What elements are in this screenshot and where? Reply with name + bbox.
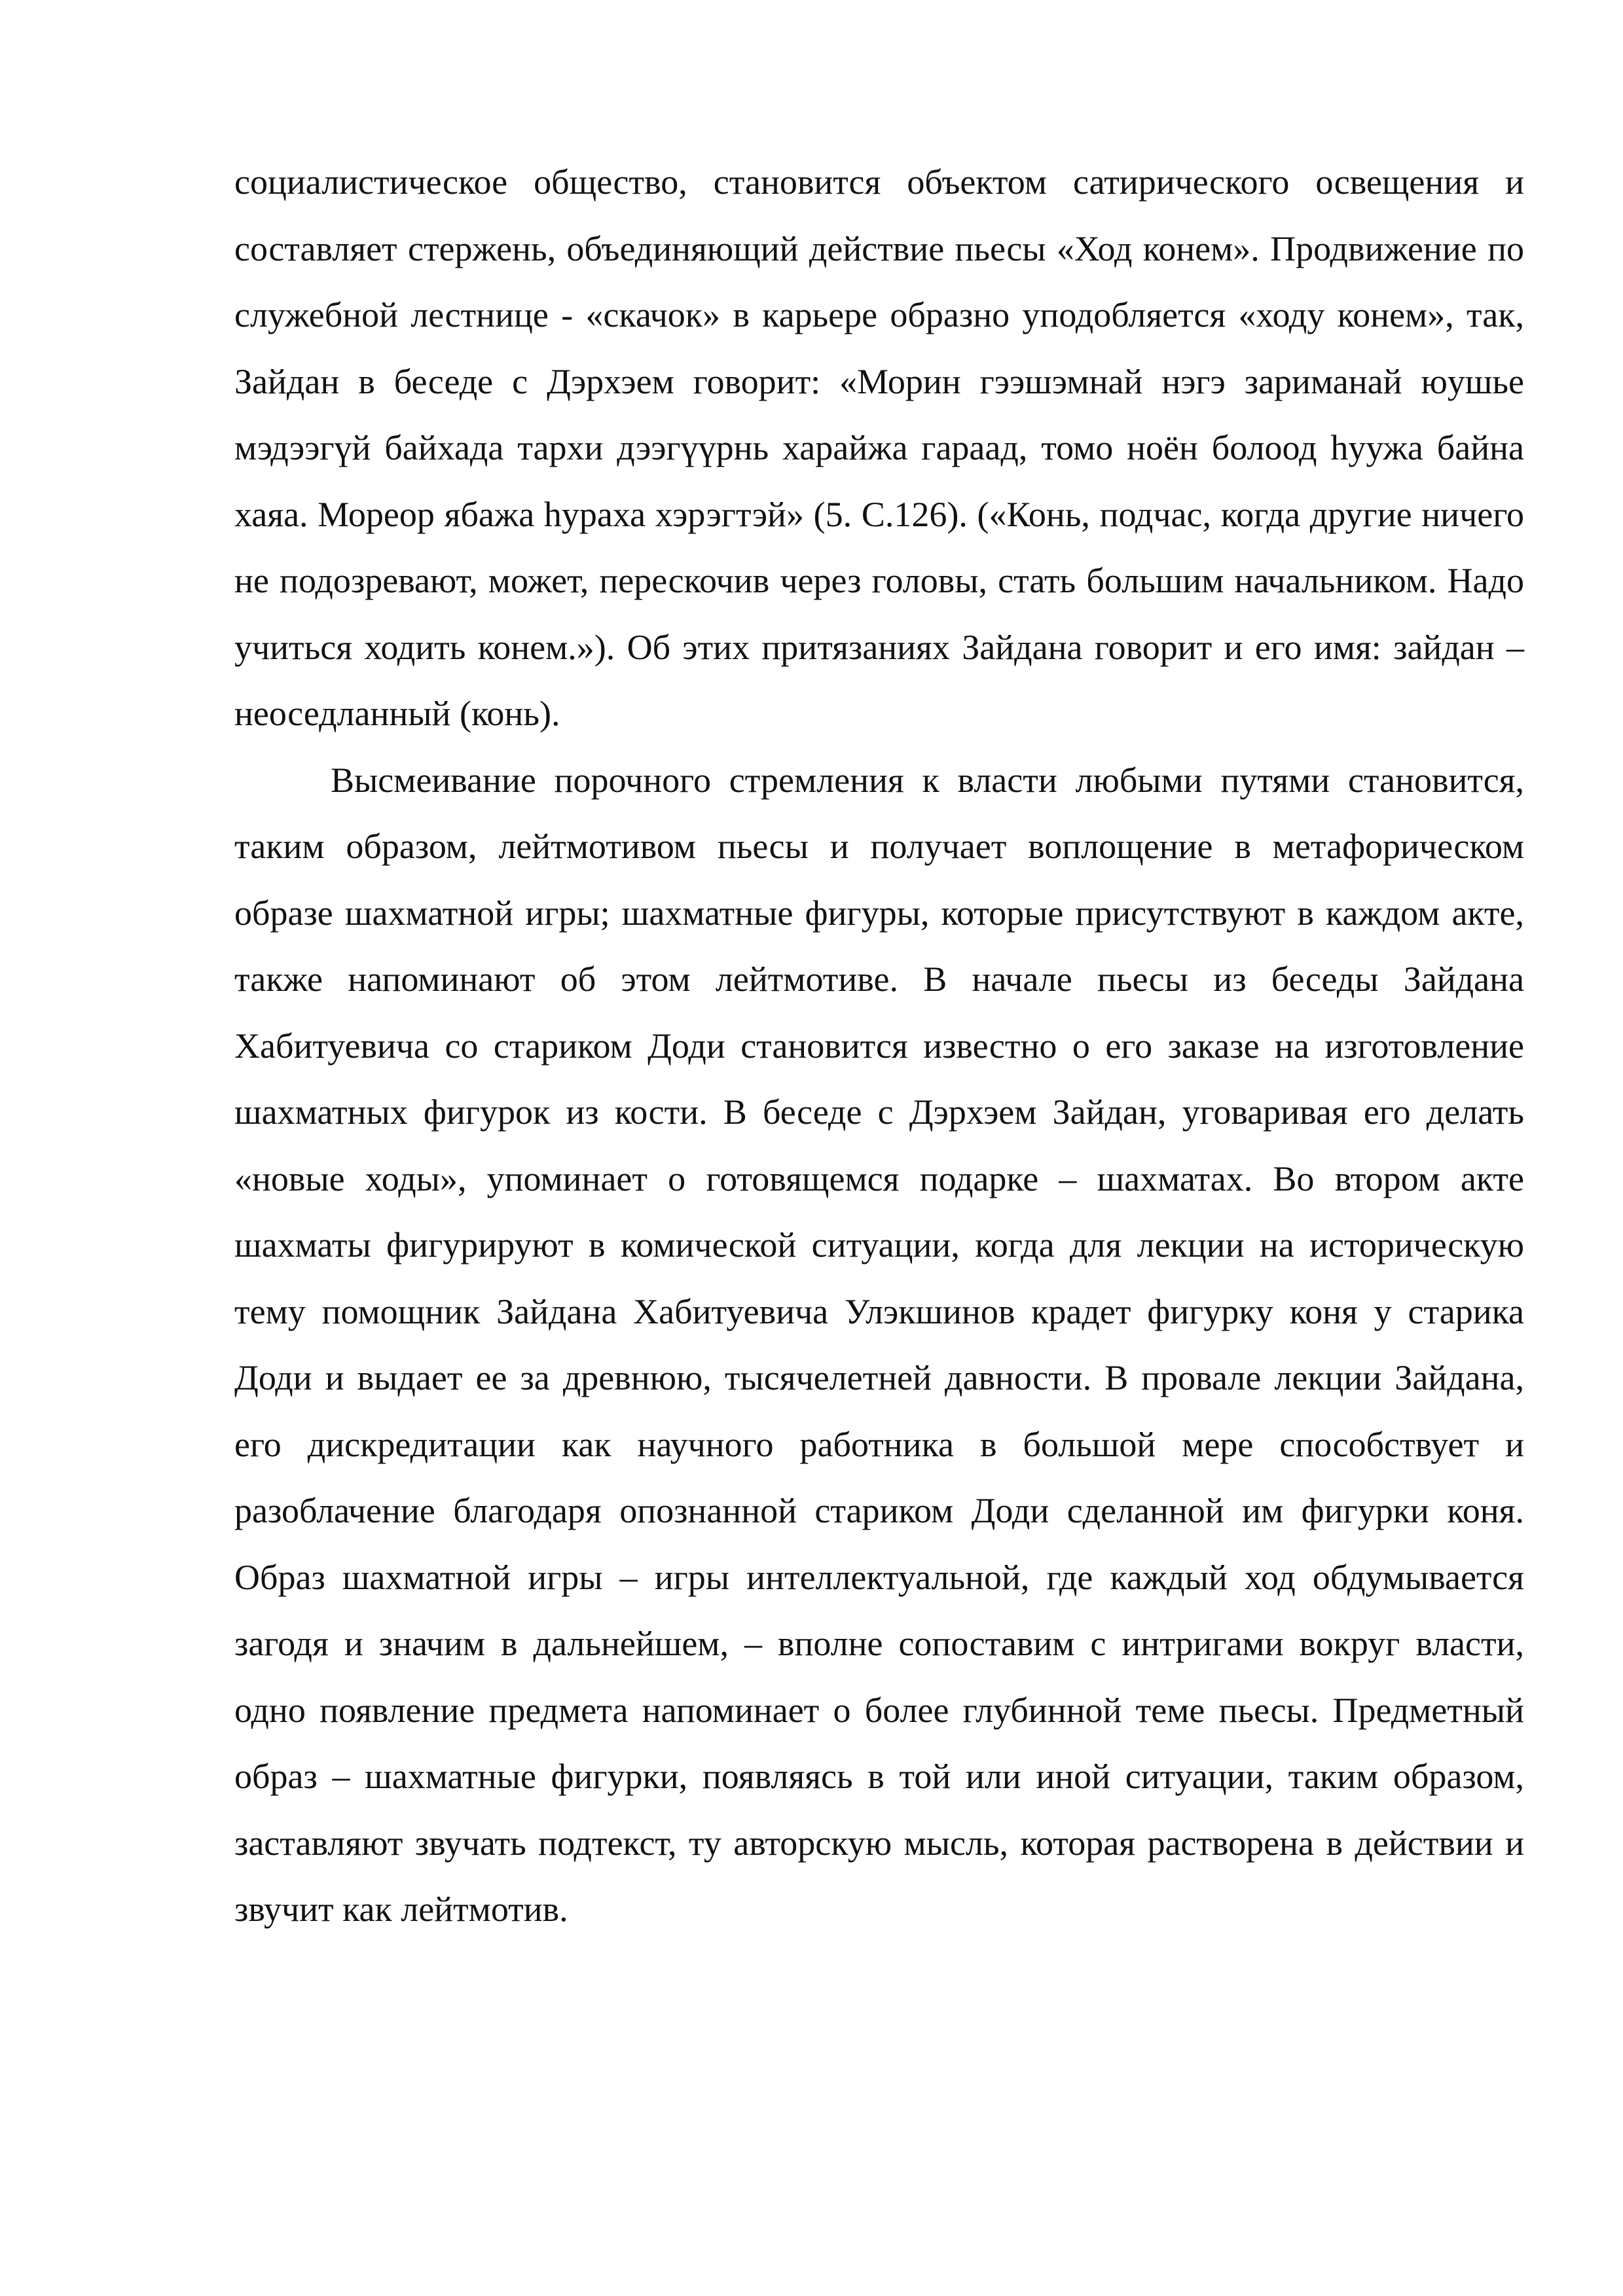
document-page — [234, 149, 1524, 1943]
paragraph-1: социалистическое общество, становится объектом сатирического освещения и составляет стержень, объединяющий действие пьесы «Ход конем». Продвижение по служебной лестнице - «скачок» в карьере образно уподобляется «ходу конем», так, Зайдан в беседе с Дэрхэем говорит: «Морин гээшэмнай нэгэ зариманай юушье мэдээгүй байхада тархи дээгүүрнь харайжа гараад, томо ноён болоод һуужа байна хаяа. Мореор ябажа һураха хэрэгтэй» (5. С.126). («Конь, подчас, когда другие ничего не подозревают, может, перескочив через головы, стать большим начальником. Надо учиться ходить конем.»). Об этих притязаниях Зайдана говорит и его имя: зайдан – неоседланный (конь). — [234, 162, 1524, 733]
paragraph-2: Высмеивание порочного стремления к власти любыми путями становится, таким образом, лейтмотивом пьесы и получает воплощение в метафорическом образе шахматной игры; шахматные фигуры, которые присутствуют в каждом акте, также напоминают об этом лейтмотиве. В начале пьесы из беседы Зайдана Хабитуевича со стариком Доди становится известно о его заказе на изготовление шахматных фигурок из кости. В беседе с Дэрхэем Зайдан, уговаривая его делать «новые ходы», упоминает о готовящемся подарке – шахматах. Во втором акте шахматы фигурируют в комической ситуации, когда для лекции на историческую тему помощник Зайдана Хабитуевича Улэкшинов крадет фигурку коня у старика Доди и выдает ее за древнюю, тысячелетней давности. В провале лекции Зайдана, его дискредитации как научного работника в большой мере способствует и разоблачение благодаря опознанной стариком Доди сделанной им фигурки коня. Образ шахматной игры – игры интеллектуальной, где каждый ход обдумывается загодя и значим в дальнейшем, – вполне сопоставим с интригами вокруг власти, одно появление предмета напоминает о более глубинной теме пьесы. Предметный образ – шахматные фигурки, появляясь в той или иной ситуации, таким образом, заставляют звучать подтекст, ту авторскую мысль, которая растворена в действии и звучит как лейтмотив. — [234, 760, 1524, 1929]
